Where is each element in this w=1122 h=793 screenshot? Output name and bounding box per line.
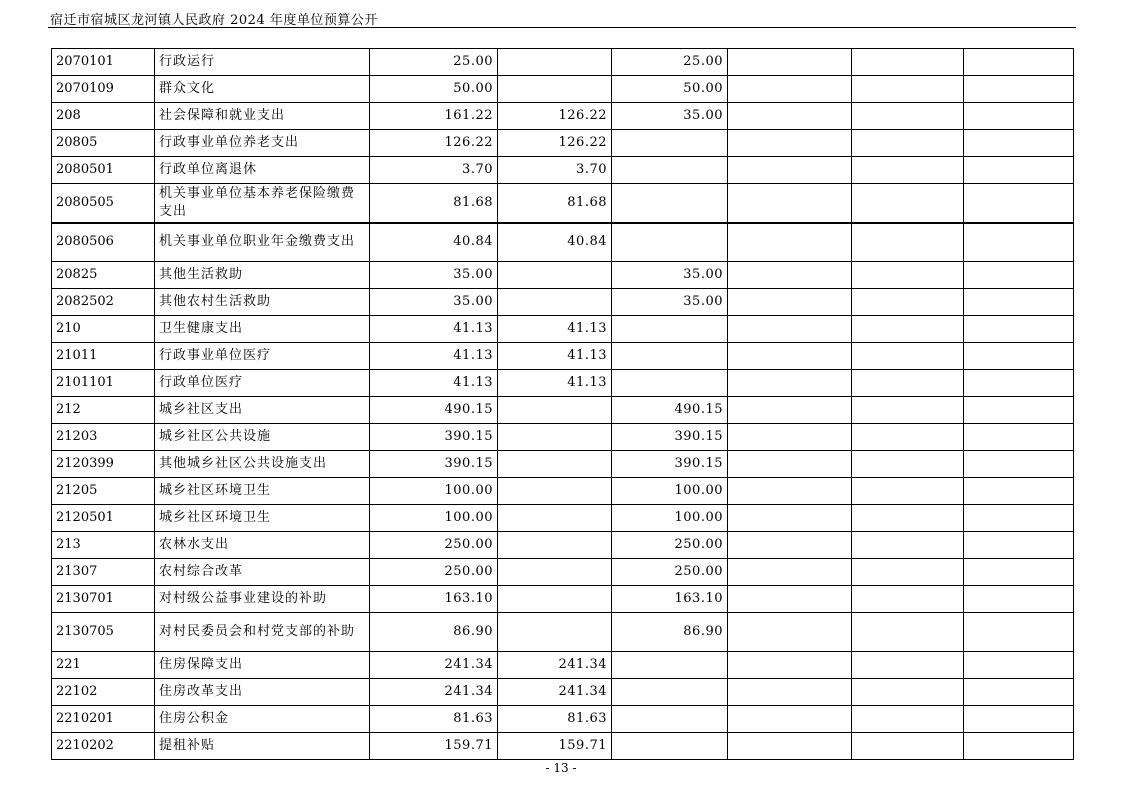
column-4-cell bbox=[728, 262, 852, 289]
total-amount-cell: 490.15 bbox=[370, 397, 498, 424]
column-4-cell bbox=[728, 370, 852, 397]
account-name-cell: 社会保障和就业支出 bbox=[155, 103, 370, 130]
account-name-cell: 卫生健康支出 bbox=[155, 316, 370, 343]
table-row bbox=[52, 397, 1074, 424]
column-6-cell bbox=[964, 652, 1074, 679]
account-name-cell: 其他农村生活救助 bbox=[155, 289, 370, 316]
column-6-cell bbox=[964, 184, 1074, 223]
table-row bbox=[52, 559, 1074, 586]
project-expenditure-cell: 163.10 bbox=[612, 586, 728, 613]
account-name-cell: 住房公积金 bbox=[155, 706, 370, 733]
account-code-cell: 20825 bbox=[52, 262, 155, 289]
basic-expenditure-cell: 126.22 bbox=[498, 130, 612, 157]
basic-expenditure-cell: 241.34 bbox=[498, 679, 612, 706]
project-expenditure-cell: 490.15 bbox=[612, 397, 728, 424]
project-expenditure-cell: 250.00 bbox=[612, 532, 728, 559]
page-number: - 13 - bbox=[545, 761, 577, 775]
account-code-cell: 2210202 bbox=[52, 733, 155, 760]
project-expenditure-cell: 86.90 bbox=[612, 613, 728, 652]
column-5-cell bbox=[852, 679, 964, 706]
column-4-cell bbox=[728, 397, 852, 424]
total-amount-cell: 35.00 bbox=[370, 289, 498, 316]
table-row bbox=[52, 157, 1074, 184]
project-expenditure-cell bbox=[612, 130, 728, 157]
table-row bbox=[52, 184, 1074, 223]
basic-expenditure-cell: 241.34 bbox=[498, 652, 612, 679]
total-amount-cell: 100.00 bbox=[370, 505, 498, 532]
column-4-cell bbox=[728, 289, 852, 316]
account-name-cell: 机关事业单位基本养老保险缴费支出 bbox=[155, 184, 370, 223]
column-5-cell bbox=[852, 532, 964, 559]
total-amount-cell: 86.90 bbox=[370, 613, 498, 652]
account-code-cell: 21011 bbox=[52, 343, 155, 370]
account-name-cell: 群众文化 bbox=[155, 76, 370, 103]
account-code-cell: 208 bbox=[52, 103, 155, 130]
column-5-cell bbox=[852, 505, 964, 532]
account-code-cell: 2080506 bbox=[52, 223, 155, 262]
table-row bbox=[52, 532, 1074, 559]
column-6-cell bbox=[964, 679, 1074, 706]
column-4-cell bbox=[728, 679, 852, 706]
column-4-cell bbox=[728, 478, 852, 505]
account-code-cell: 2070101 bbox=[52, 49, 155, 76]
total-amount-cell: 40.84 bbox=[370, 223, 498, 262]
table-row bbox=[52, 451, 1074, 478]
column-5-cell bbox=[852, 451, 964, 478]
column-4-cell bbox=[728, 343, 852, 370]
project-expenditure-cell: 100.00 bbox=[612, 505, 728, 532]
table-row bbox=[52, 49, 1074, 76]
column-6-cell bbox=[964, 706, 1074, 733]
column-5-cell bbox=[852, 49, 964, 76]
total-amount-cell: 50.00 bbox=[370, 76, 498, 103]
basic-expenditure-cell: 41.13 bbox=[498, 316, 612, 343]
column-5-cell bbox=[852, 424, 964, 451]
column-4-cell bbox=[728, 451, 852, 478]
column-6-cell bbox=[964, 505, 1074, 532]
table-row bbox=[52, 613, 1074, 652]
table-row bbox=[52, 289, 1074, 316]
account-name-cell: 提租补贴 bbox=[155, 733, 370, 760]
project-expenditure-cell: 25.00 bbox=[612, 49, 728, 76]
basic-expenditure-cell bbox=[498, 49, 612, 76]
table-row bbox=[52, 370, 1074, 397]
account-code-cell: 22102 bbox=[52, 679, 155, 706]
account-name-cell: 对村民委员会和村党支部的补助 bbox=[155, 613, 370, 652]
total-amount-cell: 41.13 bbox=[370, 316, 498, 343]
column-4-cell bbox=[728, 532, 852, 559]
account-code-cell: 2120399 bbox=[52, 451, 155, 478]
table-row bbox=[52, 652, 1074, 679]
table-row bbox=[52, 76, 1074, 103]
account-code-cell: 2130705 bbox=[52, 613, 155, 652]
basic-expenditure-cell bbox=[498, 559, 612, 586]
account-code-cell: 2082502 bbox=[52, 289, 155, 316]
account-name-cell: 行政单位离退休 bbox=[155, 157, 370, 184]
basic-expenditure-cell bbox=[498, 289, 612, 316]
basic-expenditure-cell bbox=[498, 424, 612, 451]
account-code-cell: 20805 bbox=[52, 130, 155, 157]
project-expenditure-cell bbox=[612, 652, 728, 679]
column-5-cell bbox=[852, 613, 964, 652]
column-4-cell bbox=[728, 652, 852, 679]
table-row bbox=[52, 424, 1074, 451]
project-expenditure-cell: 390.15 bbox=[612, 424, 728, 451]
column-5-cell bbox=[852, 130, 964, 157]
column-5-cell bbox=[852, 184, 964, 223]
table-row bbox=[52, 505, 1074, 532]
column-6-cell bbox=[964, 289, 1074, 316]
table-row bbox=[52, 103, 1074, 130]
column-4-cell bbox=[728, 613, 852, 652]
column-5-cell bbox=[852, 706, 964, 733]
account-name-cell: 行政运行 bbox=[155, 49, 370, 76]
project-expenditure-cell bbox=[612, 316, 728, 343]
total-amount-cell: 3.70 bbox=[370, 157, 498, 184]
basic-expenditure-cell: 40.84 bbox=[498, 223, 612, 262]
project-expenditure-cell: 35.00 bbox=[612, 289, 728, 316]
account-code-cell: 21307 bbox=[52, 559, 155, 586]
table-row bbox=[52, 316, 1074, 343]
basic-expenditure-cell: 41.13 bbox=[498, 343, 612, 370]
column-4-cell bbox=[728, 733, 852, 760]
column-6-cell bbox=[964, 343, 1074, 370]
column-6-cell bbox=[964, 157, 1074, 184]
basic-expenditure-cell: 81.68 bbox=[498, 184, 612, 223]
column-5-cell bbox=[852, 397, 964, 424]
column-6-cell bbox=[964, 262, 1074, 289]
project-expenditure-cell: 250.00 bbox=[612, 559, 728, 586]
account-name-cell: 行政事业单位养老支出 bbox=[155, 130, 370, 157]
account-name-cell: 其他城乡社区公共设施支出 bbox=[155, 451, 370, 478]
basic-expenditure-cell bbox=[498, 478, 612, 505]
total-amount-cell: 35.00 bbox=[370, 262, 498, 289]
basic-expenditure-cell bbox=[498, 262, 612, 289]
project-expenditure-cell bbox=[612, 223, 728, 262]
total-amount-cell: 41.13 bbox=[370, 343, 498, 370]
total-amount-cell: 25.00 bbox=[370, 49, 498, 76]
basic-expenditure-cell: 41.13 bbox=[498, 370, 612, 397]
project-expenditure-cell: 100.00 bbox=[612, 478, 728, 505]
column-5-cell bbox=[852, 262, 964, 289]
column-5-cell bbox=[852, 223, 964, 262]
column-6-cell bbox=[964, 130, 1074, 157]
project-expenditure-cell bbox=[612, 733, 728, 760]
basic-expenditure-cell bbox=[498, 76, 612, 103]
total-amount-cell: 241.34 bbox=[370, 652, 498, 679]
account-name-cell: 住房保障支出 bbox=[155, 652, 370, 679]
column-5-cell bbox=[852, 343, 964, 370]
basic-expenditure-cell: 81.63 bbox=[498, 706, 612, 733]
table-row bbox=[52, 343, 1074, 370]
total-amount-cell: 159.71 bbox=[370, 733, 498, 760]
total-amount-cell: 250.00 bbox=[370, 559, 498, 586]
project-expenditure-cell: 50.00 bbox=[612, 76, 728, 103]
account-code-cell: 212 bbox=[52, 397, 155, 424]
project-expenditure-cell: 35.00 bbox=[612, 262, 728, 289]
account-name-cell: 行政事业单位医疗 bbox=[155, 343, 370, 370]
basic-expenditure-cell: 126.22 bbox=[498, 103, 612, 130]
column-4-cell bbox=[728, 130, 852, 157]
basic-expenditure-cell bbox=[498, 586, 612, 613]
table-row bbox=[52, 478, 1074, 505]
column-5-cell bbox=[852, 157, 964, 184]
project-expenditure-cell: 35.00 bbox=[612, 103, 728, 130]
project-expenditure-cell bbox=[612, 343, 728, 370]
total-amount-cell: 41.13 bbox=[370, 370, 498, 397]
project-expenditure-cell bbox=[612, 679, 728, 706]
project-expenditure-cell: 390.15 bbox=[612, 451, 728, 478]
account-code-cell: 21205 bbox=[52, 478, 155, 505]
basic-expenditure-cell: 159.71 bbox=[498, 733, 612, 760]
basic-expenditure-cell: 3.70 bbox=[498, 157, 612, 184]
total-amount-cell: 163.10 bbox=[370, 586, 498, 613]
account-name-cell: 农村综合改革 bbox=[155, 559, 370, 586]
column-5-cell bbox=[852, 586, 964, 613]
column-6-cell bbox=[964, 532, 1074, 559]
column-6-cell bbox=[964, 424, 1074, 451]
account-code-cell: 2080505 bbox=[52, 184, 155, 223]
column-5-cell bbox=[852, 316, 964, 343]
column-4-cell bbox=[728, 49, 852, 76]
column-6-cell bbox=[964, 733, 1074, 760]
column-6-cell bbox=[964, 370, 1074, 397]
total-amount-cell: 241.34 bbox=[370, 679, 498, 706]
project-expenditure-cell bbox=[612, 184, 728, 223]
page-header-title: 宿迁市宿城区龙河镇人民政府 2024 年度单位预算公开 bbox=[50, 13, 378, 28]
column-4-cell bbox=[728, 103, 852, 130]
table-row bbox=[52, 586, 1074, 613]
total-amount-cell: 100.00 bbox=[370, 478, 498, 505]
column-4-cell bbox=[728, 76, 852, 103]
column-6-cell bbox=[964, 613, 1074, 652]
column-6-cell bbox=[964, 397, 1074, 424]
basic-expenditure-cell bbox=[498, 613, 612, 652]
header-divider bbox=[48, 27, 1076, 28]
total-amount-cell: 390.15 bbox=[370, 424, 498, 451]
account-name-cell: 其他生活救助 bbox=[155, 262, 370, 289]
column-4-cell bbox=[728, 157, 852, 184]
column-6-cell bbox=[964, 316, 1074, 343]
account-name-cell: 城乡社区支出 bbox=[155, 397, 370, 424]
account-name-cell: 城乡社区环境卫生 bbox=[155, 505, 370, 532]
column-4-cell bbox=[728, 706, 852, 733]
budget-table bbox=[51, 48, 1074, 760]
account-name-cell: 住房改革支出 bbox=[155, 679, 370, 706]
account-code-cell: 2130701 bbox=[52, 586, 155, 613]
table-row bbox=[52, 679, 1074, 706]
total-amount-cell: 126.22 bbox=[370, 130, 498, 157]
table-row bbox=[52, 733, 1074, 760]
total-amount-cell: 161.22 bbox=[370, 103, 498, 130]
column-6-cell bbox=[964, 451, 1074, 478]
account-code-cell: 21203 bbox=[52, 424, 155, 451]
total-amount-cell: 390.15 bbox=[370, 451, 498, 478]
column-5-cell bbox=[852, 103, 964, 130]
account-name-cell: 机关事业单位职业年金缴费支出 bbox=[155, 223, 370, 262]
account-name-cell: 行政单位医疗 bbox=[155, 370, 370, 397]
basic-expenditure-cell bbox=[498, 451, 612, 478]
table-row bbox=[52, 130, 1074, 157]
column-5-cell bbox=[852, 289, 964, 316]
account-code-cell: 210 bbox=[52, 316, 155, 343]
account-name-cell: 城乡社区环境卫生 bbox=[155, 478, 370, 505]
column-4-cell bbox=[728, 559, 852, 586]
column-6-cell bbox=[964, 223, 1074, 262]
column-5-cell bbox=[852, 652, 964, 679]
account-code-cell: 213 bbox=[52, 532, 155, 559]
column-5-cell bbox=[852, 559, 964, 586]
column-6-cell bbox=[964, 559, 1074, 586]
column-4-cell bbox=[728, 223, 852, 262]
column-6-cell bbox=[964, 103, 1074, 130]
project-expenditure-cell bbox=[612, 370, 728, 397]
basic-expenditure-cell bbox=[498, 397, 612, 424]
account-code-cell: 2070109 bbox=[52, 76, 155, 103]
budget-table-body bbox=[52, 49, 1074, 760]
column-4-cell bbox=[728, 505, 852, 532]
column-5-cell bbox=[852, 370, 964, 397]
account-code-cell: 2080501 bbox=[52, 157, 155, 184]
column-4-cell bbox=[728, 586, 852, 613]
basic-expenditure-cell bbox=[498, 505, 612, 532]
column-5-cell bbox=[852, 733, 964, 760]
column-5-cell bbox=[852, 76, 964, 103]
table-row bbox=[52, 223, 1074, 262]
account-name-cell: 农林水支出 bbox=[155, 532, 370, 559]
column-4-cell bbox=[728, 424, 852, 451]
column-4-cell bbox=[728, 184, 852, 223]
column-5-cell bbox=[852, 478, 964, 505]
column-6-cell bbox=[964, 76, 1074, 103]
column-4-cell bbox=[728, 316, 852, 343]
account-name-cell: 城乡社区公共设施 bbox=[155, 424, 370, 451]
table-row bbox=[52, 262, 1074, 289]
account-code-cell: 221 bbox=[52, 652, 155, 679]
total-amount-cell: 81.63 bbox=[370, 706, 498, 733]
basic-expenditure-cell bbox=[498, 532, 612, 559]
account-name-cell: 对村级公益事业建设的补助 bbox=[155, 586, 370, 613]
account-code-cell: 2101101 bbox=[52, 370, 155, 397]
column-6-cell bbox=[964, 586, 1074, 613]
total-amount-cell: 81.68 bbox=[370, 184, 498, 223]
account-code-cell: 2120501 bbox=[52, 505, 155, 532]
column-6-cell bbox=[964, 478, 1074, 505]
project-expenditure-cell bbox=[612, 706, 728, 733]
column-6-cell bbox=[964, 49, 1074, 76]
account-code-cell: 2210201 bbox=[52, 706, 155, 733]
project-expenditure-cell bbox=[612, 157, 728, 184]
table-row bbox=[52, 706, 1074, 733]
total-amount-cell: 250.00 bbox=[370, 532, 498, 559]
